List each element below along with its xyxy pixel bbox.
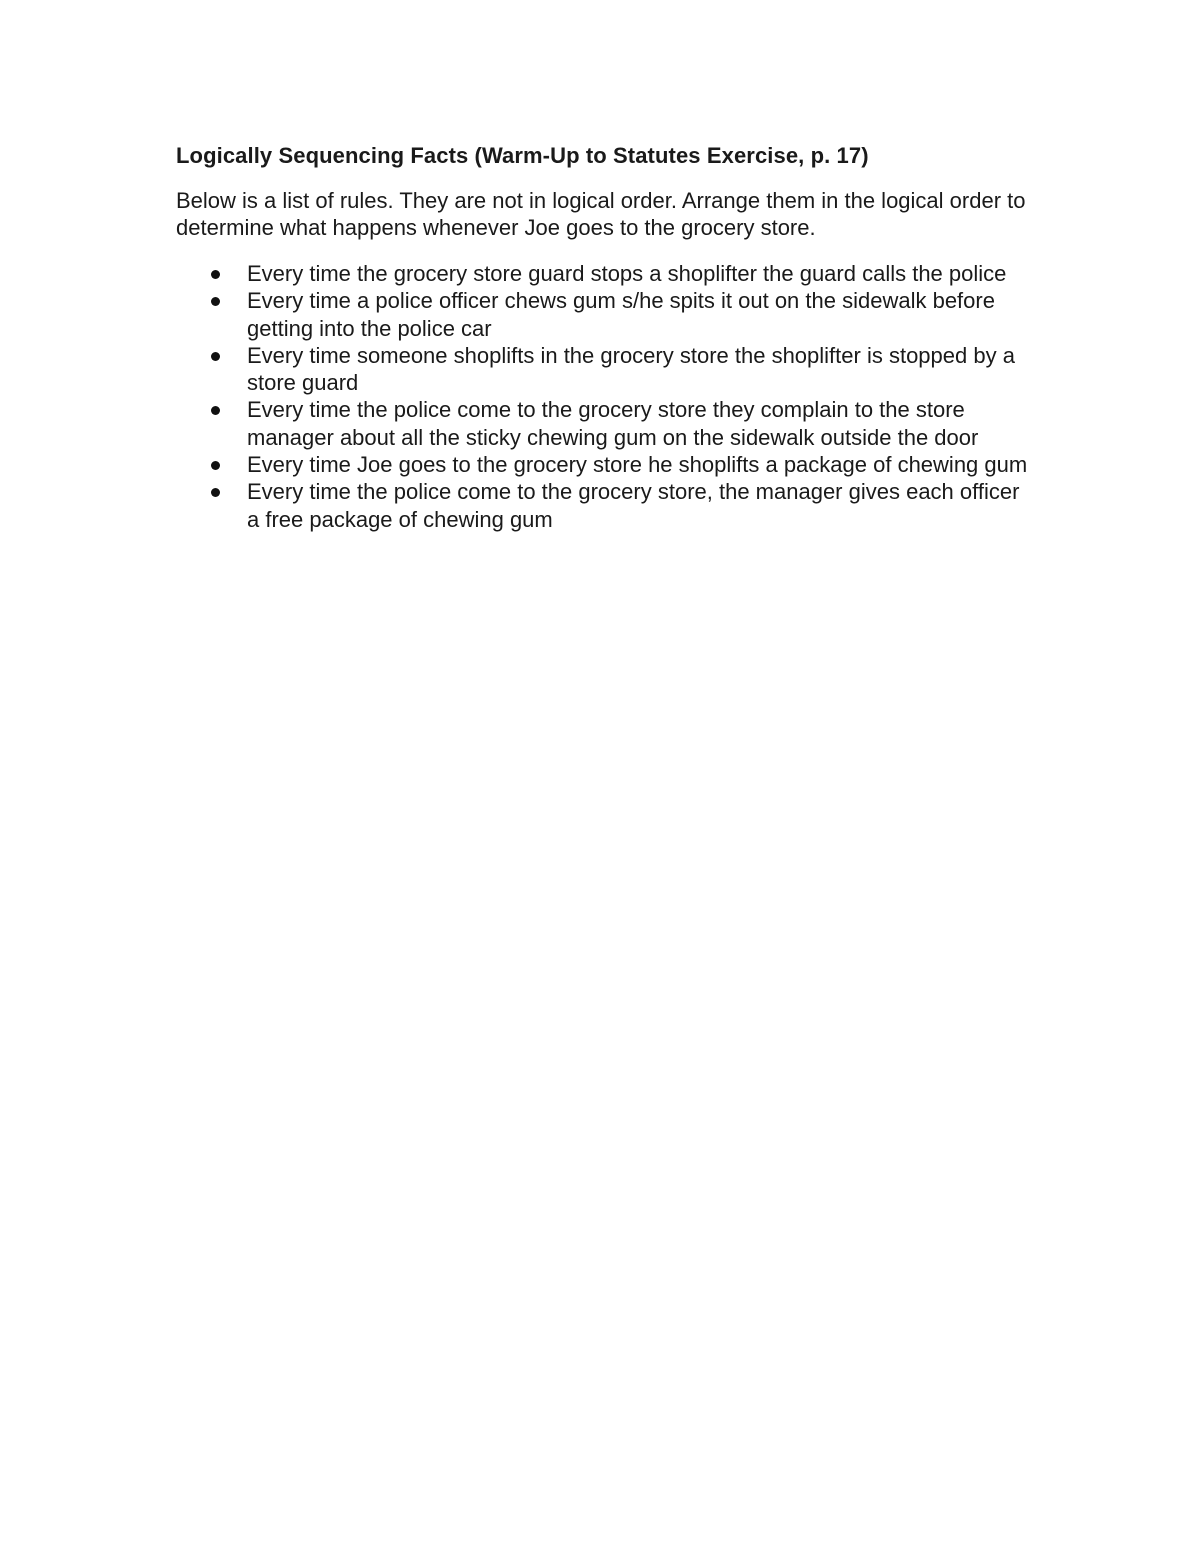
bullet-icon [211, 406, 220, 415]
rules-list [176, 260, 1036, 533]
document-body [176, 141, 1036, 533]
rule-item [176, 396, 1036, 451]
rule-text: Every time someone shoplifts in the grocery store the shoplifter is stopped by a store guard [247, 342, 1015, 396]
intro-paragraph: Below is a list of rules. They are not in logical order. Arrange them in the logical order to determine what happens whenever Joe goes to the grocery store. [176, 188, 1026, 240]
rule-item [176, 342, 1036, 397]
bullet-icon [211, 488, 220, 497]
rule-text: Every time the police come to the grocery store, the manager gives each officer a free package of chewing gum [247, 479, 1020, 532]
rule-item [176, 451, 1036, 478]
rule-text: Every time Joe goes to the grocery store he shoplifts a package of chewing gum [247, 452, 1028, 478]
rule-item [176, 260, 1036, 287]
rule-item [176, 478, 1036, 533]
document-title: Logically Sequencing Facts (Warm-Up to Statutes Exercise, p. 17) [176, 143, 869, 168]
bullet-icon [211, 270, 220, 279]
rule-text: Every time a police officer chews gum s/he spits it out on the sidewalk before getting into the police car [247, 288, 995, 341]
rule-text: Every time the grocery store guard stops a shoplifter the guard calls the police [247, 261, 1007, 286]
rule-text: Every time the police come to the grocery store they complain to the store manager about all the sticky chewing gum on the sidewalk outside the door [247, 397, 979, 450]
bullet-icon [211, 461, 220, 470]
bullet-icon [211, 297, 220, 306]
bullet-icon [211, 352, 220, 361]
rule-item [176, 287, 1036, 342]
